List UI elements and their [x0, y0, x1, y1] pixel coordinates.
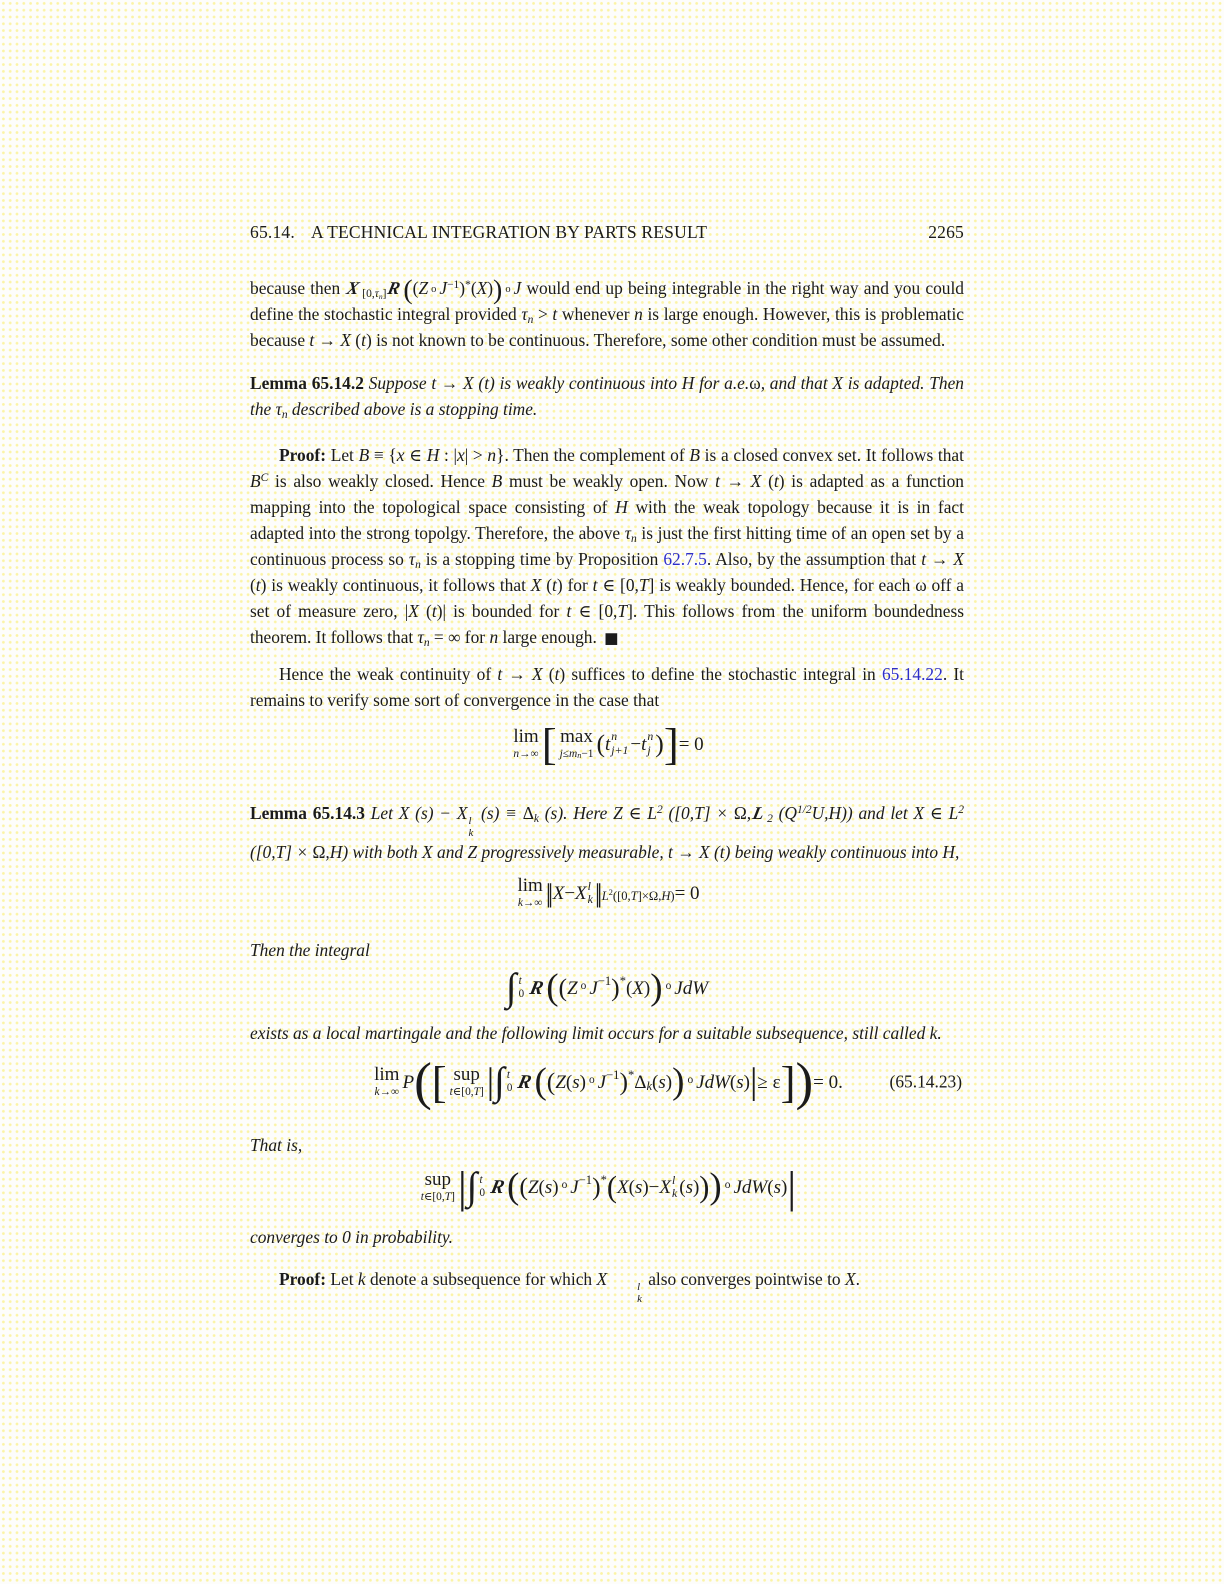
text-run: ≤ — [562, 747, 569, 760]
text-run: . — [855, 1269, 860, 1290]
text-run: s — [572, 1071, 580, 1093]
text-run: J — [589, 977, 598, 999]
text-run: − — [630, 733, 642, 755]
text-run: t — [497, 664, 503, 684]
text-run: ( — [767, 1176, 774, 1198]
text-run: J — [597, 1071, 607, 1093]
text-run: − — [648, 1176, 660, 1198]
text-run: k — [374, 1086, 380, 1099]
text-run: C — [260, 471, 269, 484]
section-title: A TECHNICAL INTEGRATION BY PARTS RESULT — [310, 222, 708, 242]
display-equation-stochastic-integral: ∫ t 0 R ( ( Z o J −1 ) * ( X ) ) o JdW — [505, 966, 709, 1010]
text-run: t — [552, 304, 558, 324]
text-run: X — [953, 549, 965, 569]
display-equation-65-14-23 — [250, 1046, 964, 1118]
text-run: Δ — [522, 803, 534, 823]
text-run: n — [415, 559, 421, 572]
text-run: X — [750, 471, 762, 491]
text-run: > — [533, 304, 553, 324]
equation-tag: (65.14.23) — [889, 1071, 962, 1092]
text-run: lim — [374, 1064, 400, 1086]
text-run: JdW — [696, 1071, 730, 1093]
text-run: U,H — [811, 803, 842, 823]
text-run: X — [531, 664, 543, 684]
text-run: ([0, — [612, 888, 631, 903]
text-run: ] — [479, 1086, 484, 1099]
text-run: Suppose t → X (t) is weakly continuous into H for a.e. — [368, 373, 750, 393]
text-run: ( — [679, 1176, 686, 1198]
text-run: 2 — [767, 813, 773, 826]
text-run: t — [420, 1191, 424, 1204]
text-run: s — [773, 1176, 781, 1198]
text-run: lim — [517, 875, 543, 897]
text-run: T — [473, 1086, 480, 1099]
text-run: s — [544, 1176, 553, 1198]
text-run: H — [661, 888, 671, 903]
text-run: t — [592, 575, 598, 595]
text-run: Let — [330, 445, 359, 465]
text-run: T — [444, 1191, 452, 1204]
text-run: = ∞ for — [429, 627, 490, 647]
text-run: ) — [743, 1071, 750, 1093]
text-run: ) — [552, 1176, 559, 1198]
text-run: B — [250, 471, 261, 491]
text-run: is bounded for — [445, 601, 567, 621]
text-run: * — [465, 278, 471, 291]
text-run: Lemma 65.14.2 — [250, 373, 364, 393]
text-run: B — [689, 445, 700, 465]
text-run: ] — [627, 601, 633, 621]
display-equation-sup-integral: sup t∈[0,T] | ∫ t 0 R ( ( Z ( s ) o J −1 ) * ( X ( s ) − X l k ( s ) ) ) o JdW ( s ) | — [420, 1162, 797, 1213]
text-run: is not known to be continuous. Therefore, some other condition must be assumed. — [371, 330, 946, 350]
text-run: l k — [468, 814, 474, 839]
proof-lemma-65-14-3 — [250, 1266, 964, 1305]
text-run: n — [634, 304, 643, 324]
text-run: = 0. — [813, 1071, 843, 1093]
text-run: ∈[0, — [452, 1086, 474, 1099]
text-run: Z — [555, 1071, 566, 1093]
text-run: B — [491, 471, 503, 491]
section-number: 65.14. — [250, 222, 295, 242]
text-run: Z — [527, 1176, 539, 1198]
text-run: s — [685, 1176, 693, 1198]
text-run: →∞ — [379, 1086, 400, 1099]
text-run: Δ — [634, 1071, 647, 1093]
text-run: T — [630, 888, 638, 903]
text-run: must be weakly open. Now — [502, 471, 716, 491]
text-run: max — [560, 725, 593, 747]
text-run: j — [559, 747, 563, 760]
text-run: X — [632, 977, 644, 999]
text-run: n — [527, 314, 534, 327]
text-run: is also weakly closed. Hence — [268, 471, 492, 491]
text-run: t — [449, 1086, 453, 1099]
text-run: τ — [624, 523, 631, 543]
text-run: 2 — [656, 803, 663, 816]
script-L: L — [750, 803, 767, 823]
page-header — [250, 222, 964, 244]
text-run: exists as a local martingale and the following limit occurs for a suitable subsequence, still called k. — [250, 1023, 942, 1044]
text-run: X — [530, 575, 542, 595]
text-run: J — [439, 278, 448, 298]
running-head — [250, 222, 707, 243]
text-run: ) — [559, 664, 566, 684]
paragraph-hence — [250, 661, 964, 713]
text-run: Hence the weak continuity of — [279, 664, 498, 684]
text-run: ( — [541, 575, 553, 595]
text-run: →∞ — [519, 747, 539, 760]
text-run: ( — [772, 803, 785, 823]
text-run: (s). Here Z ∈ L — [538, 803, 657, 823]
sup-operator — [421, 1170, 455, 1204]
text-run: ( — [403, 274, 413, 306]
text-run: n j — [647, 730, 654, 757]
text-run: described above is a stopping time. — [287, 399, 538, 419]
text-run: sup — [453, 1064, 480, 1086]
text-run: ω — [749, 373, 761, 393]
lemma-65-14-2 — [250, 370, 964, 422]
limit-operator — [517, 876, 542, 910]
text-run: n — [281, 409, 288, 422]
text-run: X — [476, 278, 488, 298]
text-run: }. Then the complement of — [496, 445, 690, 465]
text-run: l k — [672, 1173, 678, 1201]
text-run: →∞ — [522, 897, 543, 910]
text-run: t 0 — [479, 1174, 485, 1200]
text-run: is weakly continuous, it follows that — [266, 575, 531, 595]
text-run: That is, — [250, 1135, 303, 1156]
paragraph-that-is — [250, 1132, 964, 1158]
text-run: ∈ [0, — [597, 575, 639, 595]
text-run: . This follows from the uniform boundedness theorem. It follows that — [250, 601, 964, 647]
text-run: τ — [417, 627, 424, 647]
text-run: x — [456, 445, 465, 465]
text-run: ( — [565, 1071, 573, 1093]
text-run: sup — [424, 1169, 452, 1191]
text-run: whenever — [557, 304, 635, 324]
text-run: ≥ ε — [757, 1071, 781, 1093]
text-run: ∈ — [404, 445, 427, 465]
text-run: −1 — [581, 747, 594, 760]
text-run: is just the first hitting time of an open set by a continuous process so — [250, 523, 964, 569]
text-run: X — [617, 1176, 629, 1198]
text-run: converges to 0 in probability. — [250, 1227, 454, 1248]
text-run: ( — [761, 471, 774, 491]
text-run: ( — [538, 1176, 545, 1198]
text-run: Ω — [312, 842, 326, 863]
text-run: with the weak topology because it is in fact adapted into the strong topolgy. Therefore, the above — [250, 497, 964, 543]
text-run: JdW — [733, 1176, 768, 1198]
text-run: = 0 — [678, 733, 704, 755]
text-run: J — [570, 1176, 579, 1198]
text-run: )) and let X ∈ L — [841, 803, 959, 823]
text-run: L — [601, 888, 609, 903]
text-run: n — [423, 637, 430, 650]
script-R: R — [386, 278, 403, 298]
script-R: R — [527, 977, 546, 999]
page-number: 2265 — [928, 222, 964, 242]
text-run: 2 — [608, 888, 613, 898]
text-run: . It remains to verify some sort of convergence in the case that — [250, 664, 964, 710]
compose-operator: o — [505, 283, 511, 295]
equation-body: lim k→∞ P ( [ sup t∈[0,T] | ∫ t 0 R ( ( Z ( s ) o J −1 ) * Δ k ( s ) ) o JdW ( s ) | ≥ ε ] ) = 0. — [374, 1052, 843, 1112]
text-run: X — [408, 601, 419, 621]
text-run — [250, 1227, 453, 1247]
text-run: ([0,T] × — [250, 842, 313, 863]
script-chi: X — [345, 278, 362, 298]
text-run: ) — [365, 330, 372, 350]
text-run: ) — [487, 278, 494, 298]
text-run: ) — [493, 274, 503, 306]
text-run — [250, 940, 370, 960]
text-run: → — [502, 664, 532, 684]
text-run: t — [309, 330, 315, 350]
text-run: t — [361, 330, 366, 350]
text-run: t — [605, 733, 611, 755]
text-run: ) — [260, 575, 267, 595]
text-run: J — [513, 278, 522, 298]
link-62-7-5[interactable]: 62.7.5 — [663, 549, 707, 569]
limit-operator — [513, 727, 538, 761]
text-run: t — [773, 471, 779, 491]
text-run: 2 — [958, 803, 964, 816]
sup-operator — [450, 1065, 484, 1099]
text-run: X — [659, 1176, 671, 1198]
text-run: τ — [275, 399, 282, 419]
text-run: ) — [643, 977, 651, 999]
text-run: [0, — [362, 288, 375, 301]
text-run: ( — [542, 664, 555, 684]
text-run: t 0 — [518, 975, 525, 1001]
lemma-65-14-3 — [250, 800, 964, 865]
qed-tombstone: ■ — [604, 629, 619, 647]
text-run: t — [921, 549, 927, 569]
text-run: ( — [628, 1176, 635, 1198]
text-run: Lemma 65.14.3 — [250, 803, 365, 823]
text-run: X — [575, 882, 587, 904]
text-run: ) — [579, 1071, 586, 1093]
text-run: large enough. — [498, 627, 602, 647]
text-run: ] — [451, 1191, 455, 1204]
text-run: ]×Ω, — [637, 888, 662, 903]
text-run: P — [402, 1071, 415, 1093]
text-run: | > — [464, 445, 488, 465]
text-run: → — [314, 330, 341, 350]
text-run: because then — [250, 278, 346, 298]
text-run: Then the integral — [250, 940, 370, 961]
text-run: is adapted as a function mapping into the topological space consisting of — [250, 471, 965, 517]
text-run: ( — [418, 601, 432, 621]
text-run: = 0 — [674, 882, 700, 904]
text-run — [601, 888, 675, 903]
text-run: ∈[0, — [423, 1191, 445, 1204]
text-run — [250, 1023, 942, 1043]
text-run: JdW — [674, 977, 709, 999]
text-run: n — [631, 533, 637, 546]
text-run: )| — [436, 601, 446, 621]
text-run: ≡ { — [369, 445, 397, 465]
text-run: B — [358, 445, 370, 465]
text-run: ( — [350, 330, 362, 350]
text-run: ) — [778, 471, 785, 491]
text-run: ( — [652, 1071, 659, 1093]
text-run: ] — [382, 288, 387, 301]
text-run: Let — [330, 1269, 358, 1290]
text-run: τ — [408, 549, 416, 569]
text-run: τ — [374, 288, 379, 301]
text-run: s — [736, 1071, 744, 1093]
text-run: X — [596, 1269, 608, 1290]
text-run: H — [426, 445, 440, 465]
text-run: is large enough. However, this is problematic because — [250, 304, 964, 350]
text-run: − — [564, 882, 576, 904]
text-run: Z — [418, 278, 429, 298]
text-run: t 0 — [506, 1069, 513, 1095]
text-run: Proof: — [279, 1269, 331, 1290]
text-run: ] — [648, 575, 655, 595]
text-run: s — [634, 1176, 643, 1198]
text-run: l k — [587, 879, 593, 907]
text-run: ) for — [556, 575, 593, 595]
text-run: s — [658, 1071, 666, 1093]
text-run: : | — [439, 445, 457, 465]
text-run: t — [715, 471, 720, 491]
text-run: X — [844, 1269, 856, 1290]
text-run: n j+1 — [611, 730, 629, 757]
text-run: X — [552, 882, 565, 904]
text-run: k — [357, 1269, 366, 1290]
text-run: ( — [412, 278, 419, 298]
text-run: ) — [665, 1071, 673, 1093]
paragraph-converges — [250, 1224, 964, 1250]
text-run: suffices to define the stochastic integral in — [565, 664, 882, 684]
paragraph-because-then — [250, 275, 964, 353]
text-run: ) — [692, 1176, 700, 1198]
text-run: ( — [250, 575, 256, 595]
text-run: n — [513, 747, 520, 760]
compose-operator: o — [431, 283, 437, 295]
text-run: l k — [637, 1280, 642, 1306]
text-run: T — [617, 601, 628, 621]
text-run: Q — [784, 803, 797, 823]
text-run: would end up being integrable in the right way and you could define the stochastic integral provided — [250, 278, 964, 324]
text-run: ) — [670, 888, 675, 903]
text-run: t — [566, 601, 572, 621]
text-run: n — [378, 292, 383, 302]
text-run: . Also, by the assumption that — [706, 549, 922, 569]
text-run: 1/2 — [796, 803, 812, 816]
limit-operator — [374, 1065, 399, 1099]
page-content — [250, 222, 964, 1306]
text-run: T — [638, 575, 649, 595]
text-run: also converges pointwise to — [643, 1269, 845, 1290]
text-run: , and that X is adapted. Then the — [250, 373, 964, 419]
text-run: Z — [567, 977, 578, 999]
text-run: ) — [780, 1176, 788, 1198]
text-run: t — [431, 601, 437, 621]
paragraph-then-the-integral — [250, 937, 964, 963]
text-run: Ω — [733, 803, 747, 823]
text-run: ( — [470, 278, 477, 298]
text-run: ,H) with both X and Z progressively measurable, t → X (t) being weakly continuous into H, — [325, 842, 960, 863]
script-R: R — [488, 1176, 507, 1198]
text-run: t — [255, 575, 261, 595]
text-run: is a stopping time by Proposition — [420, 549, 664, 569]
proof-lemma-65-14-2 — [250, 442, 964, 651]
text-run: n — [487, 445, 497, 465]
text-run: , — [746, 803, 752, 823]
text-run: is a closed convex set. It follows that — [699, 445, 964, 465]
text-run: is weakly bounded. Hence, for each ω off a set of measure zero, | — [250, 575, 965, 621]
text-run: k — [533, 813, 539, 826]
text-run: ) — [459, 278, 466, 298]
text-run: x — [396, 445, 405, 465]
display-equation-l2-limit: lim k→∞ || X − X l k || $L^2([0,T]\times\Omega,H)$ = 0 — [517, 875, 700, 910]
text-run: ∈ [0, — [571, 601, 618, 621]
text-run: t — [554, 664, 560, 684]
text-run: Let X (s) − X — [370, 803, 468, 823]
text-run: lim — [513, 725, 539, 747]
text-run: t — [641, 733, 647, 755]
text-run: X — [340, 330, 351, 350]
text-run: τ — [521, 304, 528, 324]
text-run: (s) ≡ — [475, 803, 523, 823]
text-run: Proof: — [279, 445, 331, 465]
text-run: denote a subsequence for which — [365, 1269, 597, 1290]
display-equation-mesh-limit: lim n→∞ [ max j≤mn−1 ( t n j+1 − t n j ) ] = 0 — [513, 719, 704, 769]
text-run: ) — [642, 1176, 649, 1198]
text-run — [250, 1135, 302, 1155]
text-run: k — [517, 897, 523, 910]
text-run: ( — [729, 1071, 737, 1093]
text-run: n — [489, 627, 499, 647]
text-run: ([0,T] × — [662, 803, 734, 823]
text-run: → — [719, 471, 751, 491]
text-run: ( — [625, 977, 633, 999]
paragraph-exists-martingale — [250, 1020, 964, 1046]
text-run: n — [577, 751, 582, 761]
script-R: R — [516, 1071, 534, 1093]
text-run: → — [926, 549, 954, 569]
text-run: −1 — [447, 278, 460, 291]
link-65-14-22[interactable]: 65.14.22 — [881, 664, 943, 684]
max-operator — [560, 727, 594, 761]
text-run: t — [552, 575, 557, 595]
text-run: m — [569, 747, 578, 760]
text-run: H — [615, 497, 628, 517]
text-run — [362, 288, 386, 300]
